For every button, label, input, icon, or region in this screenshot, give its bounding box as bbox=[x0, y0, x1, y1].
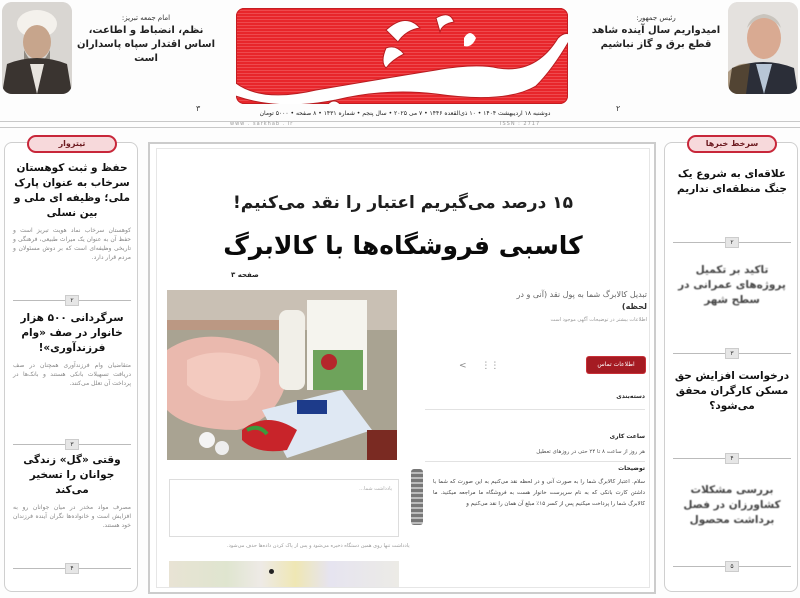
dateline: دوشنبه ۱۸ اردیبهشت ۱۴۰۴ • ۱۰ ذی‌القعده ۱۴۴۶ • ۷ می ۲۰۲۵ • سال پنجم • شماره ۱۴۳۱ • ۸ صفحه • ۵۰۰۰ تومان bbox=[259, 110, 551, 117]
headline-title: درخواست افزایش حق مسکن کارگران محقق می‌شود؟ bbox=[674, 370, 790, 412]
sidebar-story[interactable] bbox=[13, 453, 131, 530]
location-map[interactable] bbox=[169, 561, 399, 587]
ad-title: تبدیل کالابرگ شما به پول نقد (آنی و در لحظه) bbox=[516, 290, 647, 311]
header-divider bbox=[0, 121, 800, 128]
page-number: ۲ bbox=[725, 237, 739, 248]
masthead bbox=[236, 8, 568, 104]
divider bbox=[425, 409, 645, 410]
ad-subtitle: اطلاعات بیشتر در توضیحات آگهی موجود است bbox=[550, 317, 647, 323]
ad-details bbox=[411, 289, 647, 507]
story-title: نظم، انضباط و اطاعت، اساس اقتدار سپاه پاسداران است bbox=[76, 25, 216, 64]
left-header-story[interactable] bbox=[76, 14, 216, 113]
page-number: ۲ bbox=[65, 295, 79, 306]
page-number: ۴ bbox=[65, 563, 79, 574]
left-sidebar bbox=[4, 139, 138, 592]
headline-title: تاکید بر تکمیل پروژه‌های عمرانی در سطح شهر bbox=[678, 264, 786, 306]
story-body: کوهستان سرخاب نماد هویت تبریز است و حفظ آن به عنوان یک میراث طبیعی، فرهنگی و تاریخی وظیفه‌ای است که بر دوش مسئولان و مردم قرار دارد. bbox=[13, 227, 131, 261]
page-separator bbox=[13, 295, 131, 305]
headline-item[interactable] bbox=[673, 167, 791, 197]
sidebar-tab-label: تیتروار bbox=[27, 135, 117, 153]
page-separator bbox=[13, 439, 131, 449]
main-story-panel bbox=[148, 142, 656, 594]
story-kicker: امام جمعه تبریز: bbox=[121, 14, 171, 22]
bookmark-icon[interactable]: ⋮⋮ bbox=[481, 361, 500, 371]
product-photo bbox=[167, 290, 397, 460]
president-portrait bbox=[728, 2, 798, 94]
page-number: ۴ bbox=[725, 453, 739, 464]
main-kicker: ۱۵ درصد می‌گیریم اعتبار را نقد می‌کنیم! bbox=[233, 193, 573, 213]
ad-actions bbox=[459, 361, 511, 371]
working-hours-value: هر روز از ساعت ۸ تا ۲۴ حتی در روزهای تعطیل bbox=[536, 449, 645, 455]
headline-item[interactable] bbox=[673, 263, 791, 308]
page-separator bbox=[13, 563, 131, 573]
map-pin-icon bbox=[269, 569, 274, 574]
note-disclaimer: یادداشت تنها روی همین دستگاه ذخیره می‌شود و پس از پاک کردن داده‌ها حذف می‌شود. bbox=[227, 543, 410, 549]
story-page-number: ۳ bbox=[196, 104, 201, 113]
website-text: www . sarkhab . ir bbox=[230, 121, 294, 127]
category-label: دسته‌بندی bbox=[616, 393, 645, 400]
story-title: سرگردانی ۵۰۰ هزار خانوار در صف «وام فرزندآوری»! bbox=[20, 312, 124, 354]
portrait-image-icon bbox=[728, 2, 798, 94]
sidebar-tab-label: سرخط خبرها bbox=[687, 135, 777, 153]
headline-item[interactable] bbox=[673, 369, 791, 414]
page-number: ۵ bbox=[725, 561, 739, 572]
masthead-title bbox=[236, 8, 237, 9]
watermark-stamp bbox=[411, 469, 423, 525]
issn-text: ISSN : 2717 bbox=[500, 121, 541, 127]
ad-screenshot-frame bbox=[156, 148, 650, 588]
headline-item[interactable] bbox=[673, 483, 791, 528]
note-textarea[interactable] bbox=[169, 479, 399, 537]
cleric-portrait bbox=[2, 2, 72, 94]
working-hours-label: ساعت کاری bbox=[609, 433, 645, 440]
sidebar-story[interactable] bbox=[13, 161, 131, 262]
portrait-image-icon bbox=[2, 2, 72, 94]
ad-description: سلام. اعتبار کالابرگ شما را به صورت آنی و در لحظه نقد می‌کنیم به این صورت که شما با داشتن کارت بانکی که به نام سرپرست خانوار هست به فروشگاه ما مراجعه میکنید. ما کالابرگ شما را پرداخت میکنیم پس از کسر ۱۵٪ مبلغ آن همان را نقد می‌کنیم و bbox=[433, 479, 645, 507]
page-separator bbox=[673, 453, 791, 463]
page-reference: صفحه ۳ bbox=[231, 271, 259, 279]
contact-info-button[interactable]: اطلاعات تماس bbox=[587, 357, 645, 373]
page-number: ۳ bbox=[725, 348, 739, 359]
page-separator bbox=[673, 561, 791, 571]
description-label: توضیحات bbox=[618, 465, 645, 472]
groceries-image-icon bbox=[167, 290, 397, 460]
newspaper-header bbox=[0, 0, 800, 128]
right-sidebar bbox=[664, 139, 798, 592]
divider bbox=[425, 461, 645, 462]
page-separator bbox=[673, 237, 791, 247]
story-title: وقتی «گل» زندگی جوانان را تسخیر می‌کند bbox=[23, 454, 121, 496]
page-separator bbox=[673, 348, 791, 358]
story-kicker: رئیس جمهور: bbox=[636, 14, 676, 22]
headline-title: بررسی مشکلات کشاورزان در فصل برداشت محصول bbox=[683, 484, 781, 526]
story-page-number: ۲ bbox=[616, 104, 621, 113]
story-body: مصرف مواد مخدر در میان جوانان رو به افزایش است و خانواده‌ها نگران آینده فرزندان خود هستند. bbox=[13, 504, 131, 529]
sidebar-story[interactable] bbox=[13, 311, 131, 388]
main-headline[interactable]: کاسبی فروشگاه‌ها با کالابرگ bbox=[223, 231, 583, 260]
story-body: متقاضیان وام فرزندآوری همچنان در صف دریافت تسهیلات بانکی هستند و بانک‌ها در پرداخت آن تعلل می‌کنند. bbox=[13, 362, 131, 387]
right-header-story[interactable] bbox=[586, 14, 726, 113]
note-placeholder: یادداشت شما... bbox=[359, 486, 392, 492]
page-number: ۳ bbox=[65, 439, 79, 450]
headline-title: علاقه‌ای به شروع یک جنگ منطقه‌ای نداریم bbox=[677, 168, 787, 195]
share-icon[interactable]: < bbox=[459, 361, 467, 371]
story-title: امیدواریم سال آینده شاهد قطع برق و گاز نباشیم bbox=[591, 25, 721, 50]
sarkhab-logo-icon bbox=[236, 8, 568, 104]
story-title: حفظ و ثبت کوهستان سرخاب به عنوان پارک ملی؛ وظیفه ای ملی و بین نسلی bbox=[13, 162, 131, 219]
